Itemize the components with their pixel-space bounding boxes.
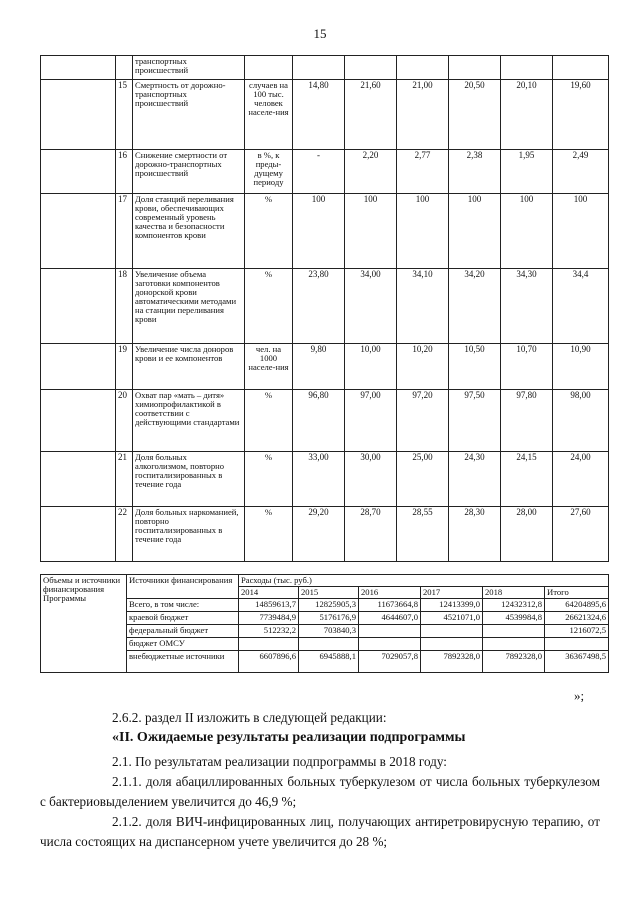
indicator-value: 25,00 <box>397 452 449 507</box>
indicator-number: 22 <box>116 507 133 562</box>
year-header: 2018 <box>483 587 545 599</box>
indicator-unit: % <box>245 194 293 269</box>
indicator-value: 23,80 <box>293 269 345 344</box>
finance-value <box>483 625 545 638</box>
indicator-value: 97,80 <box>501 390 553 452</box>
finance-row <box>41 638 609 651</box>
finance-label: Объемы и источники финансирования Программы <box>41 575 127 673</box>
finance-value: 1216072,5 <box>545 625 609 638</box>
indicator-number: 21 <box>116 452 133 507</box>
indicator-number: 19 <box>116 344 133 390</box>
indicator-number: 18 <box>116 269 133 344</box>
indicator-value <box>397 56 449 80</box>
indicator-value: 24,00 <box>553 452 609 507</box>
indicator-unit: % <box>245 452 293 507</box>
indicator-value: 10,50 <box>449 344 501 390</box>
blank-cell <box>41 390 116 452</box>
year-header: 2016 <box>359 587 421 599</box>
indicator-value: 9,80 <box>293 344 345 390</box>
indicator-value: 28,30 <box>449 507 501 562</box>
indicator-value: 100 <box>397 194 449 269</box>
indicator-number <box>116 56 133 80</box>
blank-cell <box>41 150 116 194</box>
indicator-name: Увеличение объема заготовки компонентов донорской крови автоматическими методами на станции переливания крови <box>133 269 245 344</box>
sources-header: Источники финансирования <box>127 575 239 599</box>
indicator-value: 20,10 <box>501 80 553 150</box>
indicator-name: Увеличение числа доноров крови и ее компонентов <box>133 344 245 390</box>
finance-body <box>41 575 609 673</box>
indicator-value: 10,70 <box>501 344 553 390</box>
finance-value: 26621324,6 <box>545 612 609 625</box>
indicator-value: 10,90 <box>553 344 609 390</box>
finance-value: 6945888,1 <box>299 651 359 673</box>
indicator-name: Смертность от дорожно-транспортных происшествий <box>133 80 245 150</box>
indicator-value: 28,55 <box>397 507 449 562</box>
blank-cell <box>41 507 116 562</box>
indicator-value <box>501 56 553 80</box>
finance-table <box>40 574 609 673</box>
source-name: краевой бюджет <box>127 612 239 625</box>
blank-cell <box>41 452 116 507</box>
indicator-row <box>41 194 609 269</box>
indicator-value: 28,70 <box>345 507 397 562</box>
indicator-row <box>41 269 609 344</box>
finance-value: 4644607,0 <box>359 612 421 625</box>
closing-quote: »; <box>574 688 585 703</box>
indicator-value: 21,00 <box>397 80 449 150</box>
finance-value <box>483 638 545 651</box>
finance-value: 5176176,9 <box>299 612 359 625</box>
indicator-name: Доля больных алкоголизмом, повторно госпитализированных в течение года <box>133 452 245 507</box>
indicator-value: 34,20 <box>449 269 501 344</box>
indicator-value <box>449 56 501 80</box>
finance-header-row <box>41 575 609 587</box>
finance-value: 7739484,9 <box>239 612 299 625</box>
indicator-value: 24,15 <box>501 452 553 507</box>
blank-cell <box>41 269 116 344</box>
indicator-name: Охват пар «мать – дитя» химиопрофилактикой в соответствии с действующими стандартами <box>133 390 245 452</box>
indicator-unit: % <box>245 269 293 344</box>
finance-value: 12825905,3 <box>299 599 359 612</box>
finance-value: 36367498,5 <box>545 651 609 673</box>
finance-row <box>41 651 609 673</box>
finance-value: 14859613,7 <box>239 599 299 612</box>
finance-value: 6607896,6 <box>239 651 299 673</box>
indicator-unit: % <box>245 390 293 452</box>
finance-value <box>359 638 421 651</box>
finance-value: 4539984,8 <box>483 612 545 625</box>
finance-value: 12413399,0 <box>421 599 483 612</box>
finance-value <box>545 638 609 651</box>
indicator-value: 28,00 <box>501 507 553 562</box>
indicator-value: 96,80 <box>293 390 345 452</box>
finance-value: 703840,3 <box>299 625 359 638</box>
indicator-value: 10,20 <box>397 344 449 390</box>
indicator-number: 15 <box>116 80 133 150</box>
indicator-name: транспортных происшествий <box>133 56 245 80</box>
year-header: 2015 <box>299 587 359 599</box>
finance-row <box>41 599 609 612</box>
indicator-value: 100 <box>553 194 609 269</box>
finance-value <box>239 638 299 651</box>
indicator-value: 100 <box>293 194 345 269</box>
year-header: 2014 <box>239 587 299 599</box>
finance-value: 7892328,0 <box>421 651 483 673</box>
indicator-value: 2,77 <box>397 150 449 194</box>
indicator-value: 10,00 <box>345 344 397 390</box>
indicator-value: 33,00 <box>293 452 345 507</box>
finance-value <box>359 625 421 638</box>
finance-row <box>41 612 609 625</box>
blank-cell <box>41 194 116 269</box>
indicator-value: 34,00 <box>345 269 397 344</box>
indicator-value: 2,20 <box>345 150 397 194</box>
indicator-value: 19,60 <box>553 80 609 150</box>
finance-value <box>421 638 483 651</box>
finance-value: 512232,2 <box>239 625 299 638</box>
finance-value: 7892328,0 <box>483 651 545 673</box>
finance-value <box>421 625 483 638</box>
year-header: 2017 <box>421 587 483 599</box>
indicator-unit: в %, к преды-дущему периоду <box>245 150 293 194</box>
indicator-value: 97,50 <box>449 390 501 452</box>
indicator-number: 20 <box>116 390 133 452</box>
source-name: Всего, в том числе: <box>127 599 239 612</box>
indicator-value: 97,20 <box>397 390 449 452</box>
indicator-row <box>41 390 609 452</box>
indicator-unit: чел. на 1000 населе-ния <box>245 344 293 390</box>
section-heading: «II. Ожидаемые результаты реализации подпрограммы <box>112 730 466 745</box>
indicator-value: 100 <box>501 194 553 269</box>
indicator-value: 1,95 <box>501 150 553 194</box>
indicator-row <box>41 150 609 194</box>
indicator-value: 21,60 <box>345 80 397 150</box>
indicators-table <box>40 55 609 562</box>
indicator-row <box>41 56 609 80</box>
indicator-value: 34,4 <box>553 269 609 344</box>
indicator-value <box>345 56 397 80</box>
indicator-value <box>553 56 609 80</box>
indicator-row <box>41 507 609 562</box>
source-name: бюджет ОМСУ <box>127 638 239 651</box>
source-name: федеральный бюджет <box>127 625 239 638</box>
year-header: Итого <box>545 587 609 599</box>
finance-value: 7029057,8 <box>359 651 421 673</box>
paragraph-tuberculosis: 2.1.1. доля абациллированных больных туберкулезом от числа больных туберкулезом с бактериовыделением увеличится до 46,9 %; <box>40 774 600 809</box>
page-number: 15 <box>313 26 327 41</box>
indicator-unit: случаев на 100 тыс. человек населе-ния <box>245 80 293 150</box>
finance-value <box>299 638 359 651</box>
finance-row <box>41 625 609 638</box>
indicator-row <box>41 452 609 507</box>
indicator-row <box>41 344 609 390</box>
blank-cell <box>41 344 116 390</box>
indicator-value: 100 <box>449 194 501 269</box>
indicator-value: 2,38 <box>449 150 501 194</box>
expenses-header: Расходы (тыс. руб.) <box>239 575 609 587</box>
indicator-value: 97,00 <box>345 390 397 452</box>
blank-cell <box>41 80 116 150</box>
source-name: внебюджетные источники <box>127 651 239 673</box>
finance-value: 11673664,8 <box>359 599 421 612</box>
indicator-value: 98,00 <box>553 390 609 452</box>
indicator-unit: % <box>245 507 293 562</box>
indicator-row <box>41 80 609 150</box>
indicator-value: 34,10 <box>397 269 449 344</box>
indicator-number: 17 <box>116 194 133 269</box>
indicator-value: 29,20 <box>293 507 345 562</box>
indicator-name: Доля станций переливания крови, обеспечивающих современный уровень качества и безопасности компонентов крови <box>133 194 245 269</box>
indicator-name: Снижение смертности от дорожно-транспортных происшествий <box>133 150 245 194</box>
paragraph-hiv-therapy: 2.1.2. доля ВИЧ-инфицированных лиц, получающих антиретровирусную терапию, от числа состоящих на диспансерном учете увеличится до 28 %; <box>40 814 600 849</box>
paragraph-results-2018: 2.1. По результатам реализации подпрограммы в 2018 году: <box>112 754 447 769</box>
indicator-value: 27,60 <box>553 507 609 562</box>
blank-cell <box>41 56 116 80</box>
indicator-value <box>293 56 345 80</box>
indicator-value: 2,49 <box>553 150 609 194</box>
finance-value: 4521071,0 <box>421 612 483 625</box>
finance-value: 12432312,8 <box>483 599 545 612</box>
indicators-body <box>41 56 609 562</box>
indicator-number: 16 <box>116 150 133 194</box>
indicator-value: 100 <box>345 194 397 269</box>
indicator-name: Доля больных наркоманией, повторно госпитализированных в течение года <box>133 507 245 562</box>
indicator-value: 34,30 <box>501 269 553 344</box>
indicator-value: 14,80 <box>293 80 345 150</box>
paragraph-section-edit: 2.6.2. раздел II изложить в следующей редакции: <box>112 710 387 725</box>
finance-value: 64204895,6 <box>545 599 609 612</box>
indicator-value: - <box>293 150 345 194</box>
indicator-unit <box>245 56 293 80</box>
indicator-value: 24,30 <box>449 452 501 507</box>
indicator-value: 20,50 <box>449 80 501 150</box>
indicator-value: 30,00 <box>345 452 397 507</box>
